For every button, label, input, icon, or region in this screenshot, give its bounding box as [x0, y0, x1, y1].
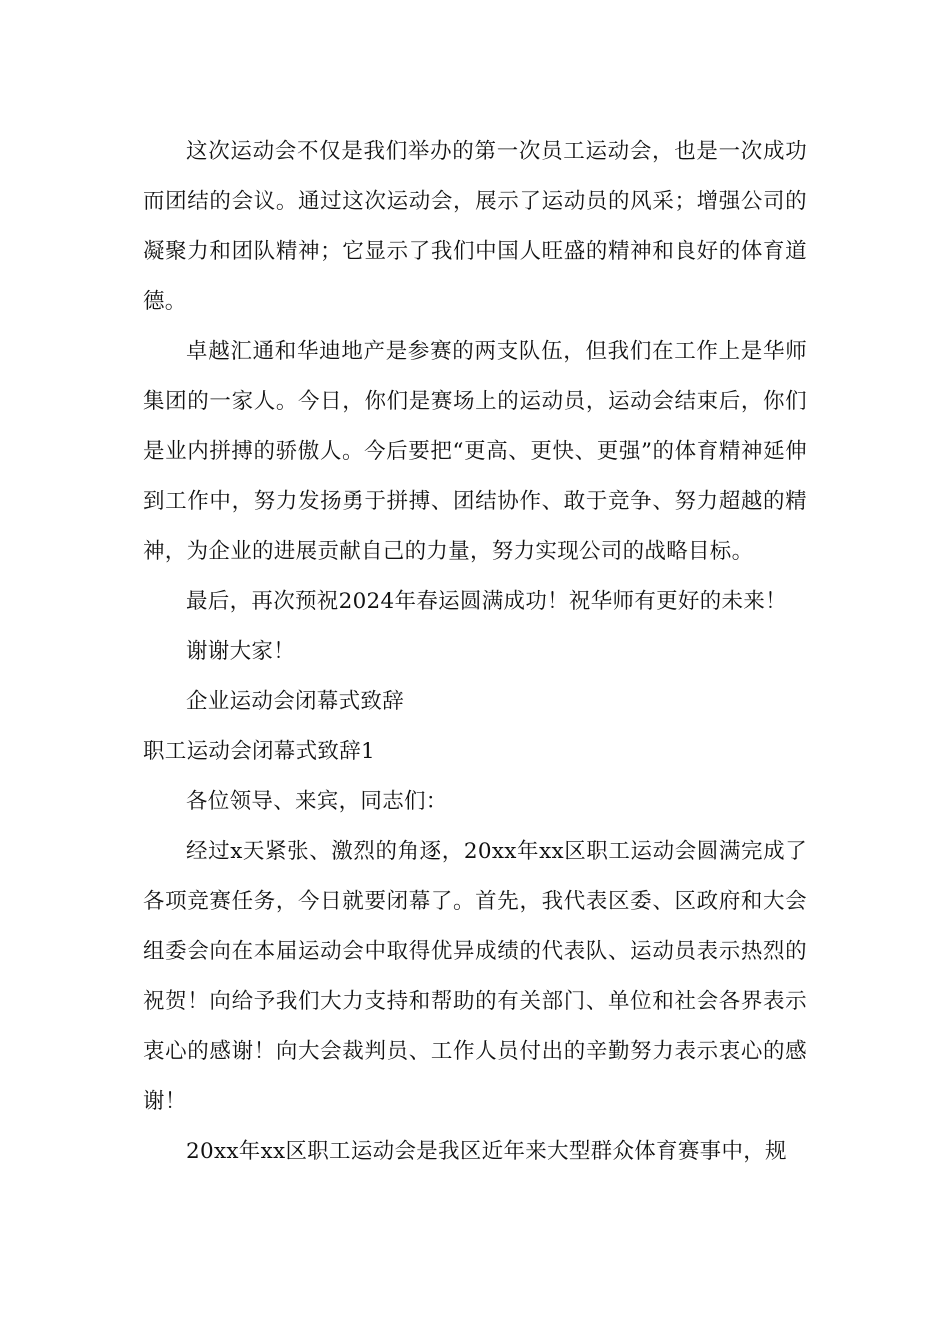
paragraph-teams-spirit: 卓越汇通和华迪地产是参赛的两支队伍，但我们在工作上是华师集团的一家人。今日，你们是赛场上的运动员，运动会结束后，你们是业内拼搏的骄傲人。今后要把“更高、更快、更强”的体育精神延伸到工作中，努力发扬勇于拼搏、团结协作、敢于竞争、努力超越的精神，为企业的进展贡献自己的力量，努力实现公司的战略目标。	[143, 339, 807, 564]
paragraph-section-title: 企业运动会闭幕式致辞	[186, 689, 405, 714]
paragraph-salutation: 各位领导、来宾，同志们：	[186, 789, 448, 814]
paragraph-thanks: 谢谢大家！	[186, 639, 296, 664]
paragraph-event-scale: 20xx年xx区职工运动会是我区近年来大型群众体育赛事中，规	[186, 1139, 787, 1164]
document-body	[143, 127, 807, 1177]
paragraph-sports-meet-significance: 这次运动会不仅是我们举办的第一次员工运动会，也是一次成功而团结的会议。通过这次运动会，展示了运动员的风采；增强公司的凝聚力和团队精神；它显示了我们中国人旺盛的精神和良好的体育道德。	[143, 139, 807, 314]
paragraph-closing-wishes: 最后，再次预祝2024年春运圆满成功！祝华师有更好的未来！	[186, 589, 787, 614]
paragraph-competition-summary: 经过x天紧张、激烈的角逐，20xx年xx区职工运动会圆满完成了各项竞赛任务，今日就要闭幕了。首先，我代表区委、区政府和大会组委会向在本届运动会中取得优异成绩的代表队、运动员表示热烈的祝贺！向给予我们大力支持和帮助的有关部门、单位和社会各界表示衷心的感谢！向大会裁判员、工作人员付出的辛勤努力表示衷心的感谢！	[143, 839, 807, 1114]
heading-speech-1: 职工运动会闭幕式致辞1	[143, 739, 375, 764]
